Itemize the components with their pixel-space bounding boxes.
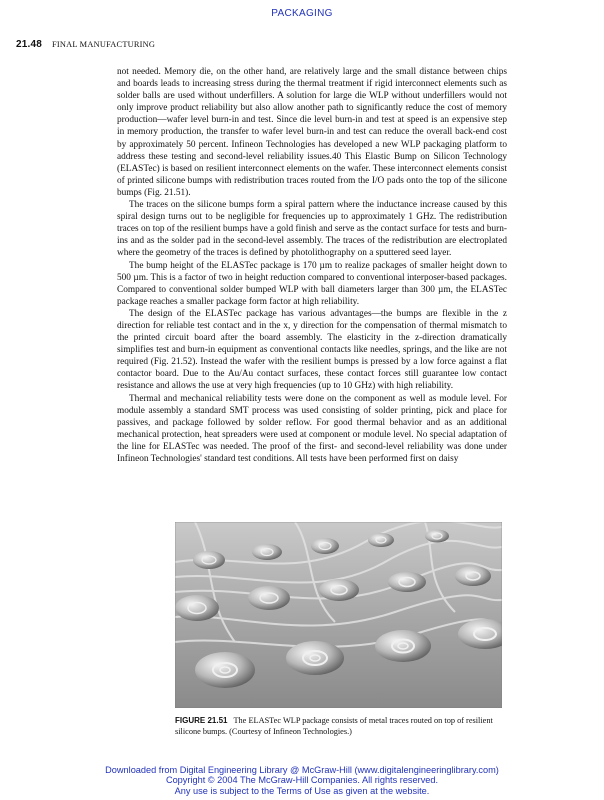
figure-elastec-photo [175,522,502,708]
body-text [117,66,507,465]
figure-caption-text: The ELASTec WLP package consists of metal traces routed on top of resilient silicone bumps. (Courtesy of Infineon Technologies.) [175,716,493,736]
footer-download-link[interactable]: Downloaded from Digital Engineering Library @ McGraw-Hill (www.digitalengineeringlibrary.com) [105,765,499,775]
paragraph-2: The traces on the silicone bumps form a spiral pattern where the inductance increase caused by this spiral design turns out to be negligible for frequencies up to approximately 1 GHz. The redistribution traces on top of the resilient bumps have a gold finish and serve as the contact surface for tests and burn-ins and as the solder pad in the second-level assembly. The traces of the redistribution are electroplated where the geometry of the traces is defined by photolithography on a sputtered seed layer. [117,200,507,259]
footer-terms-link[interactable]: Any use is subject to the Terms of Use as given at the website. [174,785,430,796]
paragraph-1: not needed. Memory die, on the other hand, are relatively large and the small distance between chips and boards leads to increasing stress during the thermal treatment if rigid interconnect elements such as solder balls are used without underfillers. A solution for large die WLP without underfillers would not only improve product reliability but also allow another path to significantly reduce the cost of memory production—wafer level burn-in and test. Since die level burn-in and test at speed is an expensive step in memory production, the transfer to wafer level burn-in and test can reduce the overall back-end cost by approximately 50 percent. Infineon Technologies has developed a new WLP packaging platform to address these testing and second-level reliability issues.40 This Elastic Bump on Silicon Technology (ELASTec) is based on resilient interconnect elements on the wafer. These interconnect elements consist of printed silicone bumps with redistribution traces routed from the I/O pads onto the top of the silicone bumps (Fig. 21.51). [117,67,507,198]
footer [0,765,604,796]
footer-copyright: Copyright © 2004 The McGraw-Hill Companies. All rights reserved. [165,775,439,786]
paragraph-3: The bump height of the ELASTec package is 170 µm to realize packages of smaller height down to 500 µm. This is a factor of two in height reduction compared to conventional interposer-based packages. Compared to conventional solder bumped WLP with ball diameters larger than 300 µm, the ELASTec package reaches a smaller package form factor at high reliability. [117,260,507,307]
page-number: 21.48 [16,39,43,50]
top-banner-link[interactable]: PACKAGING [271,8,333,19]
figure-caption [175,716,505,737]
paragraph-5: Thermal and mechanical reliability tests were done on the component as well as module level. For module assembly a standard SMT process was used consisting of solder printing, pick and place for passives, and package followed by solder reflow. For good thermal behavior and as an additional mechanical protection, heat spreaders were used at component or module level. No special adaptation of the line for ELASTec was needed. The proof of the first- and second-level reliability was done under Infineon Technologies' standard test conditions. All tests have been performed first on daisy [117,393,507,464]
running-head [16,39,155,50]
figure-label: FIGURE 21.51 [175,716,228,725]
section-title: FINAL MANUFACTURING [52,40,156,49]
paragraph-4: The design of the ELASTec package has various advantages—the bumps are flexible in the z direction for reliable test contact and in the x, y direction for the compensation of thermal mismatch to the printed circuit board after the board assembly. The elasticity in the z-direction dramatically simplifies test and burn-in equipment as conventional contacts like needles, springs, and the like are not required (Fig. 21.52). Instead the wafer with the resilient bumps is pressed by a low force against a flat contactor board. Due to the Au/Au contact surfaces, these contact forces still guarantee low contact resistance and allows the use at very high frequencies (up to 10 GHz) with high reliability. [117,308,507,392]
